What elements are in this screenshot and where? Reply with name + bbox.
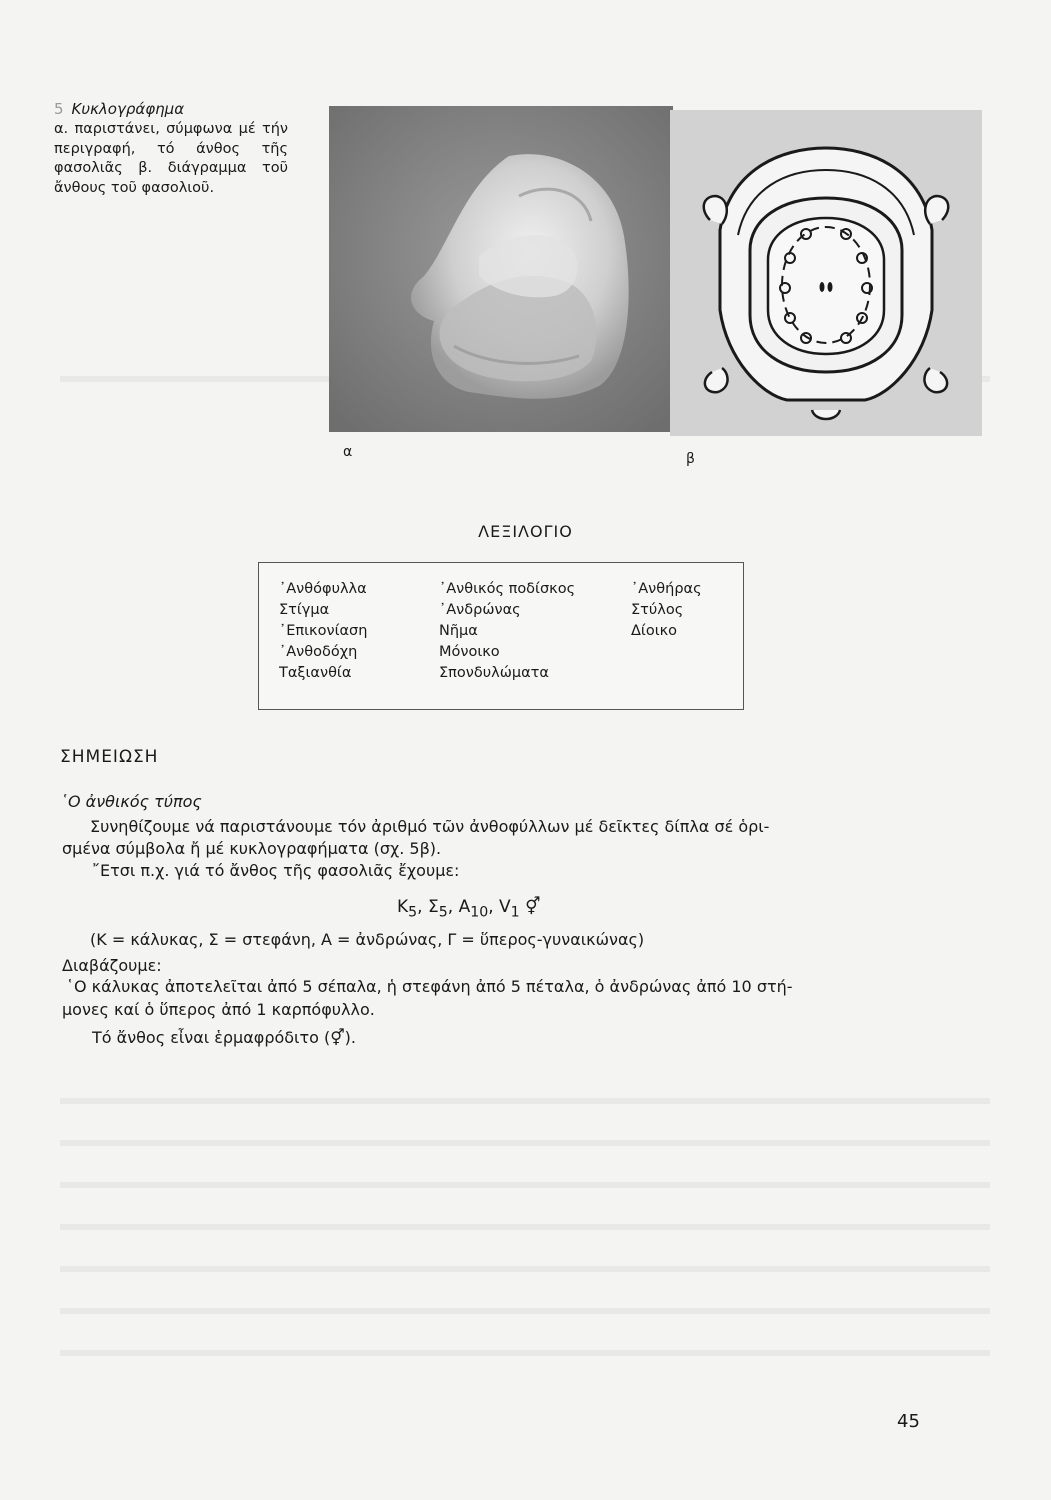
note-paragraph: Τό ἄνθος εἶναι ἑρμαφρόδιτο (⚥). [92,1028,356,1047]
bleed-through [60,1224,990,1230]
glossary-term: Μόνοικο [439,644,500,660]
note-paragraph: Διαβάζουμε: [62,956,162,975]
formula-subscript: 1 [510,904,520,921]
note-title: ΣΗΜΕΙΩΣΗ [60,747,159,767]
floral-diagram-drawing [670,110,982,436]
figure-caption-text: α. παριστάνει, σύμφωνα μέ τήν περιγραφή, τό άνθος τῆς φασολιᾶς β. διάγραμμα τοῦ ἄνθους τοῦ φασολιοῦ. [54,121,288,196]
glossary-term: ᾽Επικονίαση [279,623,368,639]
glossary-title: ΛΕΞΙΛΟΓΙΟ [478,522,573,541]
figure-label-b: β [686,451,695,467]
glossary-term: ᾽Ανδρώνας [439,602,521,618]
note-subtitle: ῾Ο ἀνθικός τύπος [60,792,202,811]
figure-caption-heading [54,100,184,118]
formula-symbol: A [458,897,471,917]
bleed-through [60,1140,990,1146]
figure-number: 5 [54,100,64,118]
formula-symbol: V [499,897,511,917]
formula-subscript: 5 [438,904,448,921]
bleed-through [60,1098,990,1104]
figure-title: Κυκλογράφημα [71,100,185,118]
note-paragraph: ῾Ο κάλυκας ἀποτελεῖται ἀπό 5 σέπαλα, ἡ στεφάνη ἀπό 5 πέταλα, ὁ ἀνδρώνας ἀπό 10 στή- [66,977,793,996]
glossary-term: Στίγμα [279,602,330,618]
bleed-through [60,1350,990,1356]
formula-legend: (Κ = κάλυκας, Σ = στεφάνη, Α = ἀνδρώνας, Γ = ὕπερος-γυναικώνας) [90,930,645,949]
note-paragraph: σμένα σύμβολα ἤ μέ κυκλογραφήματα (σχ. 5β). [62,839,442,858]
glossary-box [258,562,744,710]
formula-subscript: 10 [470,904,489,921]
formula-symbol: Σ [427,897,439,917]
glossary-column-3 [631,579,702,642]
figure-label-a: α [343,444,353,460]
bleed-through [60,1182,990,1188]
bleed-through [60,1266,990,1272]
floral-formula: $K_5$, $\Sigma_5$, $A_{10}$, $V_1$ ⚥ [397,897,541,921]
glossary-term: Στύλος [631,602,684,618]
flower-diagram [670,110,982,436]
glossary-column-2 [439,579,575,684]
formula-subscript: 5 [408,904,418,921]
glossary-term: ᾽Ανθοδόχη [279,644,358,660]
glossary-term: ᾽Ανθήρας [631,581,702,597]
glossary-term: Νῆμα [439,623,478,639]
glossary-term: Δίοικο [631,623,678,639]
flower-photo-drawing [329,106,673,432]
page-number: 45 [897,1411,920,1432]
bleed-through [60,1308,990,1314]
glossary-column-1 [279,579,367,684]
note-paragraph: ῎Ετσι π.χ. γιά τό ἄνθος τῆς φασολιᾶς ἔχουμε: [92,861,460,880]
glossary-term: ᾽Ανθικός ποδίσκος [439,581,576,597]
formula-symbol: K [397,897,409,917]
flower-photo [329,106,673,432]
glossary-term: ᾽Ανθόφυλλα [279,581,367,597]
glossary-term: Σπονδυλώματα [439,665,549,681]
note-paragraph: μονες καί ὁ ὕπερος ἀπό 1 καρπόφυλλο. [62,1000,375,1019]
hermaphrodite-icon: ⚥ [525,897,541,917]
glossary-term: Ταξιανθία [279,665,352,681]
note-paragraph: Συνηθίζουμε νά παριστάνουμε τόν ἀριθμό τῶν ἀνθοφύλλων μέ δεῖκτες δίπλα σέ ὁρι- [90,817,770,836]
